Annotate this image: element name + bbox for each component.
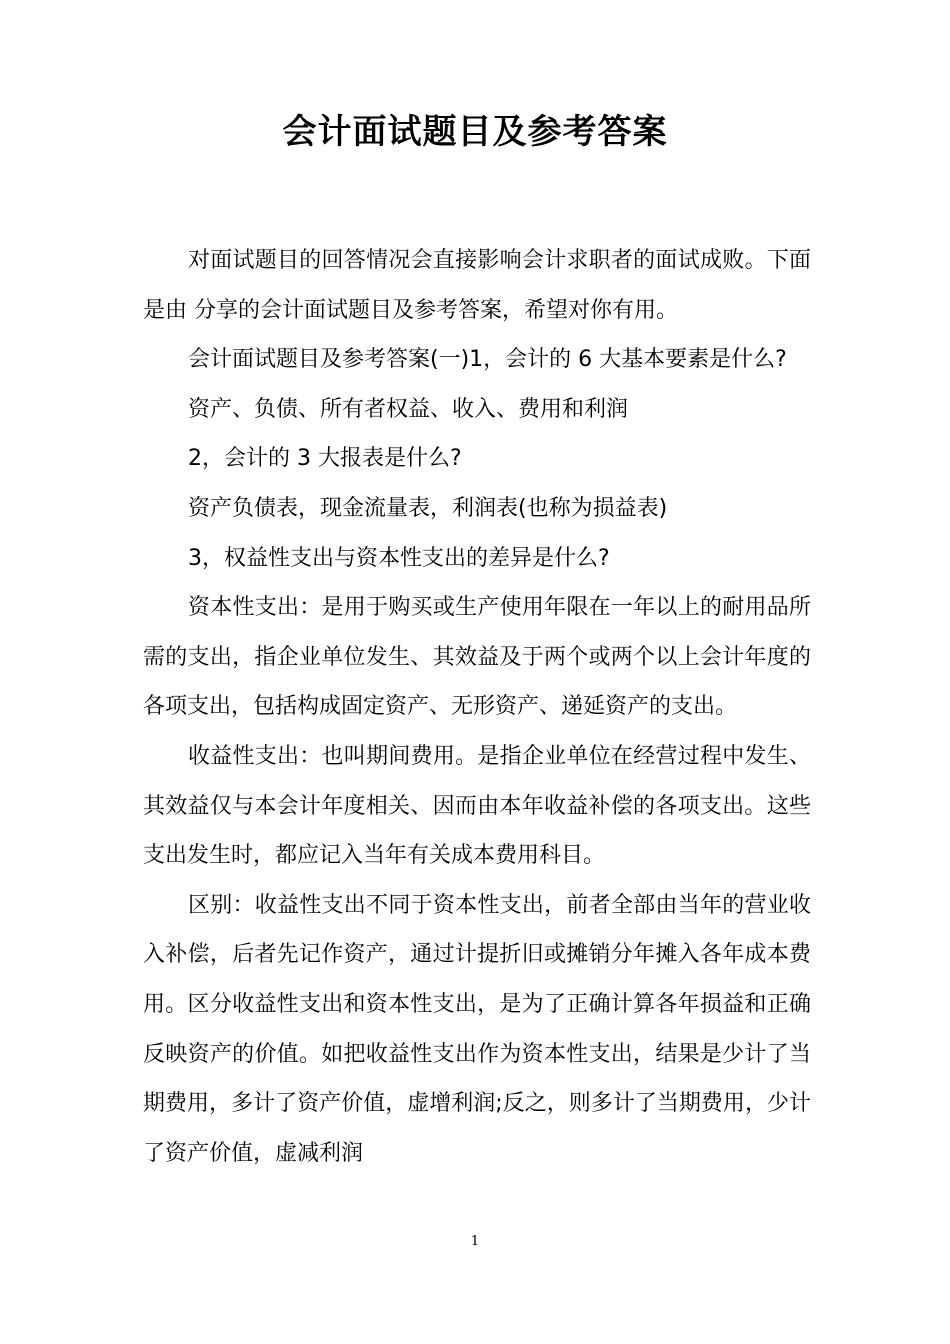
paragraph-difference: 区别：收益性支出不同于资本性支出，前者全部由当年的营业收入补偿，后者先记作资产，通过计提折旧或摊销分年摊入各年成本费用。区分收益性支出和资本性支出，是为了正确计算各年损益和正确反映资产的价值。如把收益性支出作为资本性支出，结果是少计了当期费用，多计了资产价值，虚增利润;反之，则多计了当期费用，少计了资产价值，虚减利润 (143, 892, 811, 1166)
paragraph-question-1: 会计面试题目及参考答案(一)1，会计的 6 大基本要素是什么? (188, 347, 787, 373)
paragraph-answer-1: 资产、负债、所有者权益、收入、费用和利润 (188, 396, 629, 422)
paragraph-capital-expenditure: 资本性支出：是用于购买或生产使用年限在一年以上的耐用品所需的支出，指企业单位发生、其效益及于两个或两个以上会计年度的各项支出，包括构成固定资产、无形资产、递延资产的支出。 (143, 595, 811, 720)
page-number: 1 (470, 1234, 480, 1249)
paragraph-question-2: 2，会计的 3 大报表是什么? (188, 446, 462, 472)
paragraph-answer-2: 资产负债表，现金流量表，利润表(也称为损益表) (188, 495, 668, 521)
document-body (143, 236, 811, 1178)
paragraph-question-3: 3，权益性支出与资本性支出的差异是什么? (188, 545, 610, 571)
document-title: 会计面试题目及参考答案 (282, 112, 668, 152)
paragraph-revenue-expenditure: 收益性支出：也叫期间费用。是指企业单位在经营过程中发生、其效益仅与本会计年度相关、因而由本年收益补偿的各项支出。这些支出发生时，都应记入当年有关成本费用科目。 (143, 743, 811, 869)
paragraph-intro: 对面试题目的回答情况会直接影响会计求职者的面试成败。下面是由 分享的会计面试题目及参考答案，希望对你有用。 (143, 248, 811, 323)
